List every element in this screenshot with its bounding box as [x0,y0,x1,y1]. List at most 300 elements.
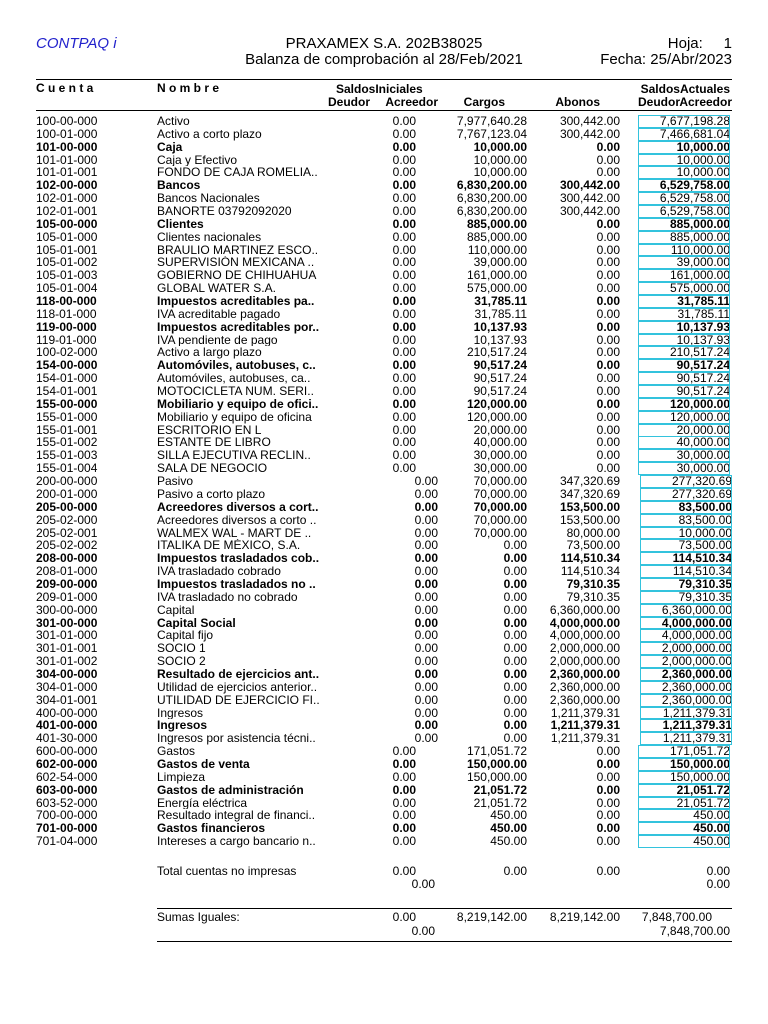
current-debit-balance: 171,051.72 [638,745,730,758]
initial-debit: 0.00 [392,358,416,373]
initial-debit: 0.00 [392,769,416,784]
account-name: UTILIDAD DE EJERCICIO FI.. [157,693,320,707]
totals-rule-bottom [157,941,732,942]
initial-debit: 0.00 [392,332,416,347]
initial-debit: 0.00 [392,281,416,296]
initial-debit: 0.00 [392,204,416,219]
current-credit-balance: 114,510.34 [640,552,732,565]
credits: 347,320.69 [559,486,620,501]
table-row [0,784,768,797]
account-code: 304-01-001 [36,692,98,707]
charges: 10,137.93 [473,332,527,347]
charges: 7,977,640.28 [456,114,527,128]
table-row [0,655,768,668]
account-name: Capital fijo [157,629,214,643]
initial-credit: 0.00 [414,512,438,527]
charges: 161,000.00 [466,268,527,283]
print-date: Fecha: 25/Abr/2023 [600,51,732,68]
current-debit-balance: 7,677,198.28 [638,115,730,128]
current-debit-balance: 150,000.00 [638,771,730,784]
account-code: 155-01-000 [36,409,98,424]
account-name: FONDO DE CAJA ROMELIA.. [157,166,318,180]
current-credit-balance: 277,320.69 [640,475,732,488]
account-name: Intereses a cargo bancario n.. [157,835,316,848]
initial-credit: 0.00 [414,486,438,501]
credits: 300,442.00 [559,191,620,206]
account-name: Clientes nacionales [157,230,262,244]
current-credit-balance: 6,360,000.00 [640,604,732,617]
account-name: MOTOCICLETA NUM. SERI.. [157,385,314,398]
initial-debit: 0.00 [392,191,416,206]
no-impresas-acreedor: 0.00 [411,877,435,891]
current-credit-balance: 2,360,000.00 [640,681,732,694]
credits: 4,000,000.00 [549,615,620,630]
table-row [0,334,768,347]
current-credit-balance: 4,000,000.00 [640,617,732,630]
charges: 120,000.00 [466,409,527,424]
charges: 0.00 [503,576,527,591]
table-row [0,372,768,385]
account-name: SALA DE NEGOCIO [157,462,268,476]
charges: 450.00 [490,834,527,849]
account-code: 400-00-000 [36,705,98,720]
current-credit-balance: 114,510.34 [640,565,732,578]
current-debit-balance: 6,529,758.00 [638,192,730,205]
credits: 73,500.00 [566,538,620,553]
table-row [0,385,768,398]
table-row [0,424,768,437]
account-name: SUPERVISIÓN MEXICANA .. [157,256,315,270]
current-credit-balance: 4,000,000.00 [640,629,732,642]
table-row [0,256,768,269]
table-row [0,694,768,707]
charges: 40,000.00 [473,435,527,450]
table-row [0,141,768,154]
initial-debit: 0.00 [392,409,416,424]
credits: 0.00 [596,152,620,167]
charges: 0.00 [503,692,527,707]
account-name: Automóviles, autobuses, c.. [157,359,316,373]
credits: 114,510.34 [560,551,620,566]
account-name: Acreedores diversos a cort.. [157,500,319,514]
initial-debit: 0.00 [392,268,416,283]
account-name: Ingresos [157,719,208,733]
no-impresas-abonos: 0.00 [596,864,620,878]
initial-debit: 0.00 [392,152,416,167]
current-credit-balance: 79,310.35 [640,591,732,604]
account-code: 154-01-000 [36,371,98,386]
account-code: 101-01-000 [36,152,98,167]
credits: 1,211,379.31 [550,705,620,720]
totals-rule-top [157,908,732,909]
current-credit-balance: 83,500.00 [640,514,732,527]
table-row [0,205,768,218]
credits: 0.00 [596,396,620,411]
account-code: 102-00-000 [36,178,98,193]
charges: 10,137.93 [473,319,527,334]
charges: 210,517.24 [466,345,527,360]
account-name: Acreedores diversos a corto .. [157,513,317,527]
initial-credit: 0.00 [414,692,438,707]
charges: 10,000.00 [473,139,527,154]
charges: 450.00 [490,821,527,836]
account-name: Pasivo a corto plazo [157,487,266,501]
sumas-cargos: 8,219,142.00 [456,910,527,924]
brand-logo: CONTPAQ i [36,35,117,52]
charges: 0.00 [503,551,527,566]
table-row [0,732,768,745]
table-row [0,166,768,179]
sumas-abonos: 8,219,142.00 [549,910,620,924]
account-name: IVA acreditable pagado [157,307,281,321]
credits: 6,360,000.00 [549,602,620,617]
charges: 30,000.00 [473,448,527,463]
current-debit-balance: 90,517.24 [638,385,730,398]
initial-credit: 0.00 [414,718,438,733]
account-name: BRAULIO MARTINEZ ESCO.. [157,243,319,257]
charges: 90,517.24 [473,358,527,373]
no-impresas-deudor: 0.00 [392,864,416,878]
account-name: WALMEX WAL - MART DE .. [157,526,312,540]
charges: 70,000.00 [473,486,527,501]
account-name: IVA trasladado cobrado [157,565,281,578]
credits: 0.00 [596,744,620,759]
initial-debit: 0.00 [392,435,416,450]
current-credit-balance: 2,000,000.00 [640,655,732,668]
table-row [0,295,768,308]
report-subtitle: Balanza de comprobación al 28/Feb/2021 [245,51,523,68]
credits: 1,211,379.31 [550,731,620,746]
account-name: Clientes [157,217,204,231]
initial-debit: 0.00 [392,255,416,270]
credits: 0.00 [596,409,620,424]
current-credit-balance: 73,500.00 [640,539,732,552]
charges: 70,000.00 [473,499,527,514]
account-code: 155-00-000 [36,396,98,411]
charges: 885,000.00 [466,216,527,231]
charges: 0.00 [503,564,527,579]
account-code: 401-00-000 [36,718,98,733]
credits: 0.00 [596,834,620,849]
account-name: Bancos Nacionales [157,192,260,206]
initial-debit: 0.00 [392,178,416,193]
header-rule [36,79,732,80]
charges: 20,000.00 [473,422,527,437]
initial-credit: 0.00 [414,589,438,604]
credits: 0.00 [596,461,620,476]
charges: 0.00 [503,731,527,746]
credits: 0.00 [596,795,620,810]
current-credit-balance: 1,211,379.31 [640,732,732,745]
credits: 300,442.00 [559,178,620,193]
initial-credit: 0.00 [414,474,438,489]
credits: 0.00 [596,294,620,309]
account-code: 105-01-001 [36,242,98,257]
credits: 153,500.00 [559,499,620,514]
charges: 120,000.00 [466,396,527,411]
account-code: 100-00-000 [36,114,98,128]
table-row [0,231,768,244]
initial-debit: 0.00 [392,165,416,180]
no-impresas-cargos: 0.00 [503,864,527,878]
account-code: 105-01-000 [36,229,98,244]
table-row [0,321,768,334]
current-debit-balance: 885,000.00 [638,231,730,244]
current-credit-balance: 1,211,379.31 [640,707,732,720]
current-debit-balance: 21,051.72 [638,797,730,810]
col-acreedor-inicial: Acreedor [385,95,438,109]
credits: 0.00 [596,782,620,797]
account-code: 154-01-001 [36,384,98,399]
account-name: Gastos [157,745,196,758]
account-name: IVA trasladado no cobrado [157,590,298,604]
account-name: Energía eléctrica [157,796,248,810]
initial-debit: 0.00 [392,756,416,771]
account-name: BANORTE 03792092020 [157,205,292,218]
account-code: 603-00-000 [36,782,98,797]
initial-debit: 0.00 [392,396,416,411]
table-row [0,359,768,372]
initial-debit: 0.00 [392,371,416,386]
credits: 300,442.00 [559,204,620,219]
account-name: Impuestos acreditables por.. [157,320,320,334]
current-debit-balance: 31,785.11 [638,295,730,308]
current-credit-balance: 2,360,000.00 [640,668,732,681]
account-code: 301-01-000 [36,628,98,643]
charges: 0.00 [503,602,527,617]
charges: 150,000.00 [466,769,527,784]
account-name: Impuestos trasladados no .. [157,577,316,591]
col-nombre: N o m b r e [157,81,220,95]
account-name: Resultado de ejercicios ant.. [157,667,320,681]
account-name: Caja [157,140,183,154]
credits: 153,500.00 [559,512,620,527]
initial-credit: 0.00 [414,641,438,656]
charges: 0.00 [503,641,527,656]
current-debit-balance: 575,000.00 [638,282,730,295]
account-code: 205-02-001 [36,525,98,540]
ledger-table [0,115,768,848]
current-debit-balance: 30,000.00 [638,449,730,462]
table-row [0,539,768,552]
credits: 0.00 [596,319,620,334]
credits: 300,442.00 [559,114,620,128]
table-row [0,822,768,835]
current-debit-balance: 6,529,758.00 [638,179,730,192]
account-name: Limpieza [157,770,206,784]
table-row [0,282,768,295]
credits: 2,360,000.00 [549,692,620,707]
sumas-deudor: 0.00 [392,910,416,924]
initial-debit: 0.00 [392,114,416,128]
account-name: Activo [157,115,190,128]
current-debit-balance: 10,000.00 [638,166,730,179]
initial-debit: 0.00 [392,834,416,849]
table-row [0,578,768,591]
account-code: 118-00-000 [36,294,97,309]
credits: 79,310.35 [566,589,620,604]
account-name: Impuestos trasladados cob.. [157,552,320,566]
credits: 114,510.34 [560,564,620,579]
table-row [0,154,768,167]
table-row [0,128,768,141]
credits: 0.00 [596,422,620,437]
column-header-rule [36,110,732,111]
charges: 10,000.00 [473,152,527,167]
table-row [0,604,768,617]
sumas-label: Sumas Iguales: [157,910,240,924]
charges: 0.00 [503,589,527,604]
account-name: SILLA EJECUTIVA RECLIN.. [157,449,311,463]
charges: 0.00 [503,679,527,694]
current-debit-balance: 150,000.00 [638,758,730,771]
account-code: 603-52-000 [36,795,98,810]
account-code: 700-00-000 [36,808,98,823]
account-name: IVA pendiente de pago [157,333,278,347]
credits: 0.00 [596,242,620,257]
charges: 0.00 [503,718,527,733]
account-name: Activo a largo plazo [157,346,262,360]
account-code: 200-00-000 [36,474,98,489]
current-credit-balance: 10,000.00 [640,527,732,540]
table-row [0,192,768,205]
table-row [0,758,768,771]
credits: 2,000,000.00 [549,641,620,656]
account-code: 701-00-000 [36,821,98,836]
charges: 0.00 [503,666,527,681]
table-row [0,745,768,758]
initial-debit: 0.00 [392,319,416,334]
credits: 0.00 [596,306,620,321]
table-row [0,488,768,501]
charges: 0.00 [503,615,527,630]
account-name: Gastos de administración [157,783,304,797]
initial-credit: 0.00 [414,564,438,579]
account-code: 205-02-000 [36,512,98,527]
no-impresas-actual-acreedor: 0.00 [706,877,730,891]
charges: 450.00 [490,808,527,823]
initial-debit: 0.00 [392,448,416,463]
credits: 0.00 [596,371,620,386]
current-debit-balance: 20,000.00 [638,424,730,437]
initial-credit: 0.00 [414,705,438,720]
charges: 0.00 [503,705,527,720]
credits: 0.00 [596,384,620,399]
account-code: 208-00-000 [36,551,98,566]
account-code: 105-01-003 [36,268,98,283]
table-row [0,591,768,604]
initial-debit: 0.00 [392,461,416,476]
table-row [0,308,768,321]
account-code: 600-00-000 [36,744,98,759]
current-debit-balance: 39,000.00 [638,256,730,269]
account-name: Ingresos [157,706,204,720]
credits: 0.00 [596,435,620,450]
account-name: Automóviles, autobuses, ca.. [157,372,311,386]
credits: 0.00 [596,756,620,771]
current-debit-balance: 6,529,758.00 [638,205,730,218]
current-debit-balance: 40,000.00 [638,436,730,449]
credits: 0.00 [596,216,620,231]
current-credit-balance: 2,000,000.00 [640,642,732,655]
initial-debit: 0.00 [392,294,416,309]
account-code: 155-01-002 [36,435,98,450]
initial-credit: 0.00 [414,615,438,630]
account-name: SOCIO 1 [157,642,206,656]
initial-credit: 0.00 [414,679,438,694]
sumas-actual-acreedor: 7,848,700.00 [659,924,730,938]
col-cuenta: C u e n t a [36,81,94,95]
table-row [0,346,768,359]
account-code: 304-00-000 [36,666,98,681]
col-cargos: Cargos [463,95,505,109]
account-name: GOBIERNO DE CHIHUAHUA [157,269,317,283]
account-name: SOCIO 2 [157,655,206,668]
company-name: PRAXAMEX S.A. 202B38025 [285,35,483,52]
col-saldos-actuales: SaldosActuales [640,82,730,96]
account-code: 100-01-000 [36,126,98,141]
account-code: 300-00-000 [36,602,98,617]
credits: 0.00 [596,139,620,154]
initial-debit: 0.00 [392,345,416,360]
charges: 110,000.00 [467,242,527,257]
account-code: 301-01-001 [36,641,98,656]
account-code: 602-54-000 [36,769,98,784]
charges: 0.00 [503,538,527,553]
account-code: 200-01-000 [36,486,98,501]
initial-debit: 0.00 [392,384,416,399]
credits: 2,000,000.00 [549,654,620,669]
account-name: Resultado integral de financi.. [157,809,316,823]
credits: 2,360,000.00 [549,679,620,694]
table-row [0,449,768,462]
account-name: Caja y Efectivo [157,153,238,167]
col-saldos-iniciales: SaldosIniciales [336,82,423,96]
current-credit-balance: 2,360,000.00 [640,694,732,707]
credits: 0.00 [596,448,620,463]
current-credit-balance: 83,500.00 [640,501,732,514]
account-code: 301-00-000 [36,615,98,630]
credits: 0.00 [596,332,620,347]
account-code: 155-01-004 [36,461,98,476]
table-row [0,707,768,720]
credits: 347,320.69 [559,474,620,489]
charges: 7,767,123.04 [456,126,527,141]
initial-debit: 0.00 [392,126,416,141]
account-code: 304-01-000 [36,679,98,694]
sumas-acreedor: 0.00 [411,924,435,938]
credits: 0.00 [596,229,620,244]
current-debit-balance: 10,000.00 [638,141,730,154]
initial-debit: 0.00 [392,422,416,437]
account-name: Mobiliario y equipo de oficina [157,410,312,424]
charges: 171,051.72 [466,744,527,759]
table-row [0,617,768,630]
col-deudor-inicial: Deudor [328,95,370,109]
table-row [0,269,768,282]
initial-debit: 0.00 [392,242,416,257]
current-debit-balance: 10,000.00 [638,154,730,167]
credits: 0.00 [596,808,620,823]
account-code: 119-00-000 [36,319,97,334]
charges: 575,000.00 [466,281,527,296]
col-abonos: Abonos [555,95,600,109]
account-code: 208-01-000 [36,564,98,579]
table-row [0,668,768,681]
current-debit-balance: 120,000.00 [638,398,730,411]
account-code: 101-00-000 [36,139,98,154]
current-debit-balance: 10,137.93 [638,334,730,347]
